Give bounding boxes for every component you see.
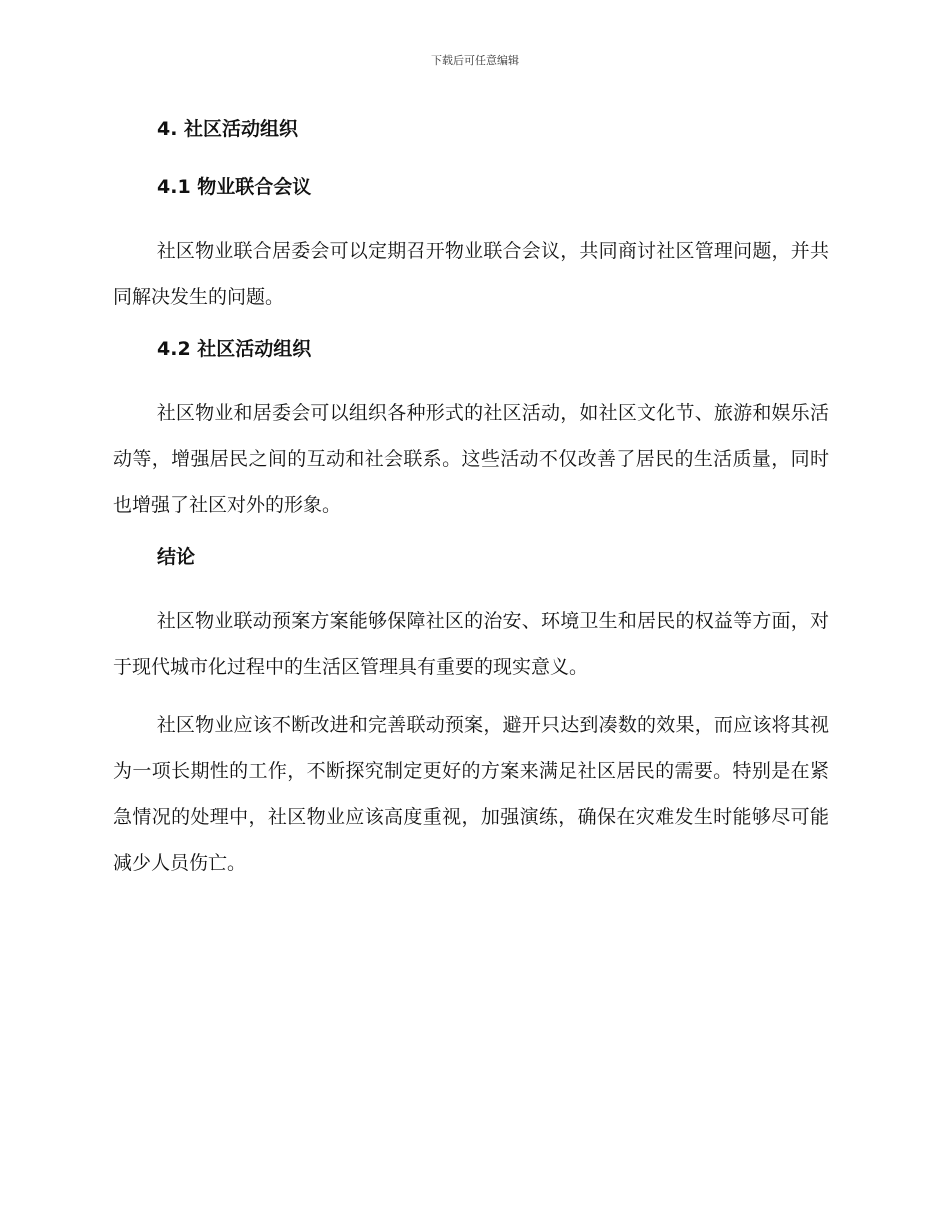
section-4-heading: 4. 社区活动组织 — [157, 118, 299, 140]
conclusion-paragraph-2: 社区物业应该不断改进和完善联动预案，避开只达到凑数的效果，而应该将其视为一项长期性的工作，不断探究制定更好的方案来满足社区居民的需要。特别是在紧急情况的处理中，社区物业应该高度重视，加强演练，确保在灾难发生时能够尽可能减少人员伤亡。 — [113, 714, 829, 874]
section-4-1-heading: 4.1 物业联合会议 — [157, 176, 312, 198]
page-header-note: 下载后可任意编辑 — [431, 54, 519, 67]
section-4-1-paragraph: 社区物业联合居委会可以定期召开物业联合会议，共同商讨社区管理问题，并共同解决发生的问题。 — [113, 240, 829, 308]
conclusion-paragraph-1: 社区物业联动预案方案能够保障社区的治安、环境卫生和居民的权益等方面，对于现代城市化过程中的生活区管理具有重要的现实意义。 — [113, 610, 829, 678]
document-body — [113, 112, 829, 886]
section-4-2-heading: 4.2 社区活动组织 — [157, 338, 312, 360]
conclusion-heading: 结论 — [157, 546, 196, 568]
section-4-2-paragraph: 社区物业和居委会可以组织各种形式的社区活动，如社区文化节、旅游和娱乐活动等，增强居民之间的互动和社会联系。这些活动不仅改善了居民的生活质量，同时也增强了社区对外的形象。 — [113, 402, 829, 516]
